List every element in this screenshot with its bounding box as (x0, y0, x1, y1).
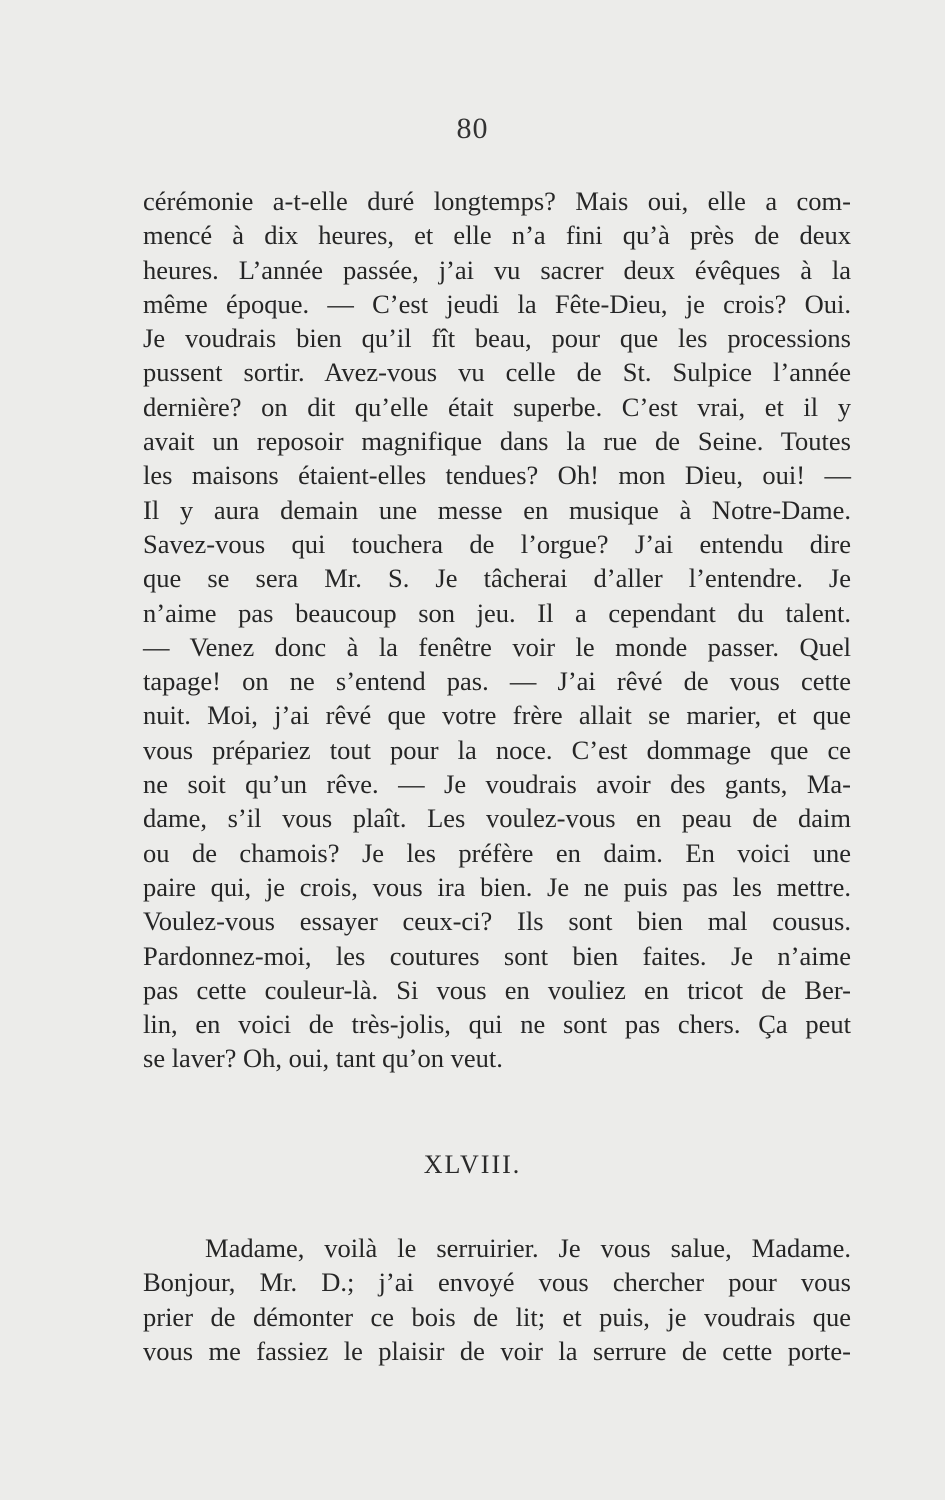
text-line: mencé à dix heures, et elle n’a fini qu’à près de deux (143, 220, 851, 251)
text-line: nuit. Moi, j’ai rêvé que votre frère allait se marier, et que (143, 700, 851, 731)
text-line: dernière? on dit qu’elle était superbe. C’est vrai, et il y (143, 391, 851, 422)
text-line: lin, en voici de très-jolis, qui ne sont pas chers. Ça peut (143, 1009, 851, 1040)
page-number: 80 (456, 112, 489, 145)
text-line: — Venez donc à la fenêtre voir le monde passer. Quel (143, 631, 851, 662)
text-line: dame, s’il vous plaît. Les voulez-vous en peau de daim (143, 803, 851, 834)
text-line: vous me fassiez le plaisir de voir la serrure de cette porte- (143, 1335, 851, 1366)
text-line: heures. L’année passée, j’ai vu sacrer deux évêques à la (143, 254, 851, 285)
body-paragraph (143, 184, 851, 1076)
text-line: même époque. — C’est jeudi la Fête-Dieu, je crois? Oui. (143, 288, 851, 319)
text-line: ou de chamois? Je les préfère en daim. En voici une (143, 837, 851, 868)
text-line: Pardonnez-moi, les coutures sont bien faites. Je n’aime (143, 940, 851, 971)
text-line: Savez-vous qui touchera de l’orgue? J’ai entendu dire (143, 528, 851, 559)
text-line: pas cette couleur-là. Si vous en vouliez en tricot de Ber- (143, 974, 851, 1005)
text-line: n’aime pas beaucoup son jeu. Il a cependant du talent. (143, 597, 851, 628)
text-line: se laver? Oh, oui, tant qu’on veut. (143, 1043, 503, 1074)
text-line: Bonjour, Mr. D.; j’ai envoyé vous chercher pour vous (143, 1267, 851, 1298)
body-paragraph (143, 1231, 851, 1368)
text-line: Il y aura demain une messe en musique à Notre-Dame. (143, 494, 851, 525)
text-line: que se sera Mr. S. Je tâcherai d’aller l’entendre. Je (143, 563, 851, 594)
text-line: ne soit qu’un rêve. — Je voudrais avoir des gants, Ma- (143, 769, 851, 800)
text-line: les maisons étaient-elles tendues? Oh! mon Dieu, oui! — (143, 460, 851, 491)
text-line: Voulez-vous essayer ceux-ci? Ils sont bien mal cousus. (143, 906, 851, 937)
text-line: Je voudrais bien qu’il fît beau, pour que les processions (143, 323, 851, 354)
text-line: tapage! on ne s’entend pas. — J’ai rêvé de vous cette (143, 666, 851, 697)
text-line: cérémonie a-t-elle duré longtemps? Mais oui, elle a com- (143, 186, 851, 216)
text-line: pussent sortir. Avez-vous vu celle de St. Sulpice l’année (143, 357, 851, 388)
text-line: vous prépariez tout pour la noce. C’est dommage que ce (143, 734, 851, 765)
section-heading: XLVIII. (423, 1150, 522, 1179)
text-line: avait un reposoir magnifique dans la rue de Seine. Toutes (143, 426, 851, 457)
text-line: Madame, voilà le serruirier. Je vous salue, Madame. (205, 1233, 851, 1263)
text-line: paire qui, je crois, vous ira bien. Je ne puis pas les mettre. (143, 871, 851, 902)
text-line: prier de démonter ce bois de lit; et puis, je voudrais que (143, 1301, 851, 1332)
